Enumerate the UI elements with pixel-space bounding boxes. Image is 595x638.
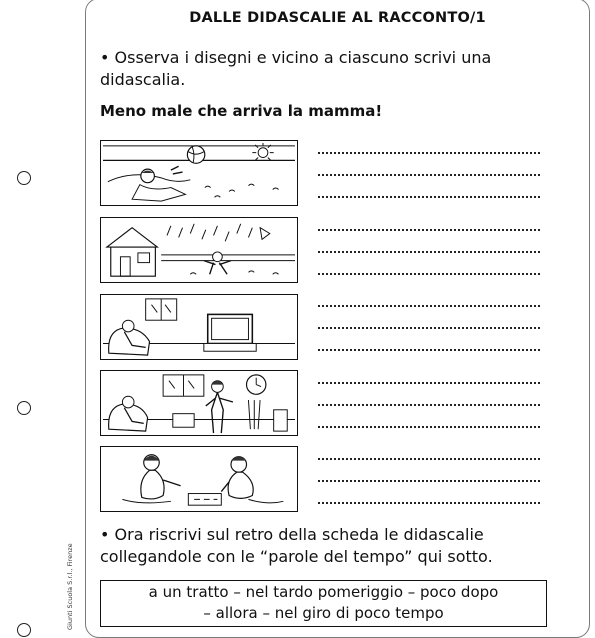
house-rain-drawing [101,218,297,282]
instruction-observe: • Osserva i disegni e vicino a ciascuno scrivi una didascalia. [100,48,492,89]
binder-hole-top [17,171,31,185]
writing-line-4c[interactable] [318,424,540,428]
boy-ball-sun-drawing [101,141,297,205]
illustration-panel-1 [100,140,298,206]
binder-hole-middle [17,401,31,415]
page-title: DALLE DIDASCALIE AL RACCONTO/1 [189,10,486,26]
writing-line-5c[interactable] [318,500,540,504]
time-words-line-1: a un tratto – nel tardo pomeriggio – poco dopo [148,583,499,601]
writing-line-1c[interactable] [318,194,540,198]
writing-line-1a[interactable] [318,150,540,154]
writing-line-4b[interactable] [318,402,540,406]
mother-arrives-drawing [101,371,297,435]
illustration-panel-5 [100,446,298,512]
board-game-drawing [101,447,297,511]
time-words-box [100,580,547,627]
illustration-panel-3 [100,294,298,360]
illustration-panel-4 [100,370,298,436]
publisher-credit: Giunti Scuola S.r.l., Firenze [66,543,74,630]
writing-line-3a[interactable] [318,303,540,307]
binder-hole-bottom [17,623,31,637]
writing-line-5a[interactable] [318,456,540,460]
writing-line-5b[interactable] [318,478,540,482]
time-words-line-2: – allora – nel giro di poco tempo [203,604,444,622]
writing-line-3b[interactable] [318,325,540,329]
writing-line-3c[interactable] [318,347,540,351]
writing-line-2c[interactable] [318,271,540,275]
instruction-rewrite: • Ora riscrivi sul retro della scheda le didascalie collegandole con le “parole del tempo” qui sotto. [100,525,493,566]
writing-line-1b[interactable] [318,172,540,176]
writing-line-2a[interactable] [318,227,540,231]
writing-line-4a[interactable] [318,380,540,384]
illustration-panel-2 [100,217,298,283]
story-title: Meno male che arriva la mamma! [100,102,383,120]
writing-line-2b[interactable] [318,249,540,253]
boy-armchair-tv-drawing [101,295,297,359]
